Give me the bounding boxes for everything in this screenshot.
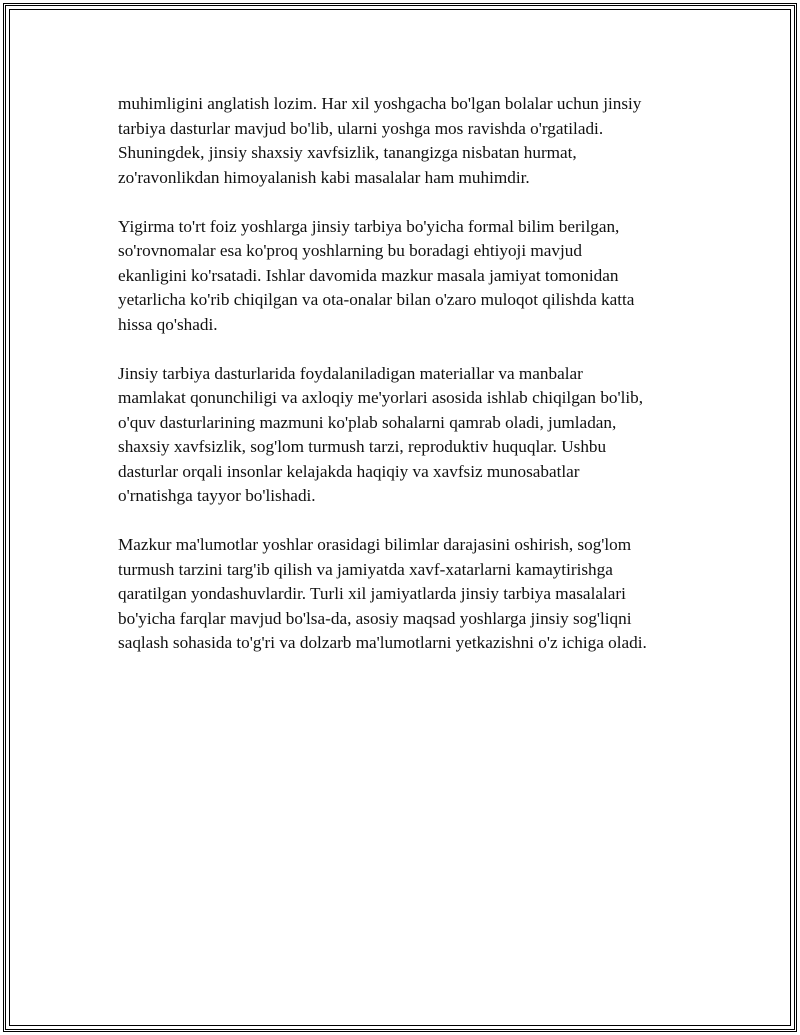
paragraph-line: qaratilgan yondashuvlardir. Turli xil jamiyatlarda jinsiy tarbiya masalalari	[118, 584, 626, 603]
paragraph-line: bo'yicha farqlar mavjud bo'lsa-da, asosiy maqsad yoshlarga jinsiy sog'liqni	[118, 608, 632, 628]
paragraph-line: o'rnatishga tayyor bo'lishadi.	[118, 486, 316, 505]
paragraph-line: shaxsiy xavfsizlik, sog'lom turmush tarzi, reproduktiv huquqlar. Ushbu	[118, 437, 607, 456]
paragraph-line: o'quv dasturlarining mazmuni ko'plab sohalarni qamrab oladi, jumladan,	[118, 412, 617, 432]
paragraph-4	[118, 533, 698, 656]
paragraph-line: yetarlicha ko'rib chiqilgan va ota-onalar bilan o'zaro muloqot qilishda katta	[118, 290, 635, 309]
paragraph-line: mamlakat qonunchiligi va axloqiy me'yorlari asosida ishlab chiqilgan bo'lib,	[118, 388, 644, 407]
paragraph-line: Jinsiy tarbiya dasturlarida foydalaniladigan materiallar va manbalar	[118, 363, 583, 383]
paragraph-line: hissa qo'shadi.	[118, 314, 218, 334]
paragraph-line: turmush tarzini targ'ib qilish va jamiyatda xavf-xatarlarni kamaytirishga	[118, 559, 613, 579]
paragraph-line: zo'ravonlikdan himoyalanish kabi masalalar ham muhimdir.	[118, 167, 530, 187]
paragraph-line: muhimligini anglatish lozim. Har xil yoshgacha bo'lgan bolalar uchun jinsiy	[118, 94, 642, 113]
paragraph-line: Yigirma to'rt foiz yoshlarga jinsiy tarbiya bo'yicha formal bilim berilgan,	[118, 216, 620, 236]
paragraph-1	[118, 92, 698, 190]
document-body	[118, 92, 698, 680]
paragraph-3	[118, 362, 698, 509]
paragraph-line: dasturlar orqali insonlar kelajakda haqiqiy va xavfsiz munosabatlar	[118, 461, 580, 481]
paragraph-line: saqlash sohasida to'g'ri va dolzarb ma'lumotlarni yetkazishni o'z ichiga oladi.	[118, 633, 647, 652]
paragraph-line: tarbiya dasturlar mavjud bo'lib, ularni yoshga mos ravishda o'rgatiladi.	[118, 118, 604, 138]
paragraph-line: ekanligini ko'rsatadi. Ishlar davomida mazkur masala jamiyat tomonidan	[118, 265, 619, 285]
paragraph-2	[118, 215, 698, 338]
paragraph-line: so'rovnomalar esa ko'proq yoshlarning bu boradagi ehtiyoji mavjud	[118, 241, 582, 260]
paragraph-line: Shuningdek, jinsiy shaxsiy xavfsizlik, tanangizga nisbatan hurmat,	[118, 143, 577, 162]
paragraph-line: Mazkur ma'lumotlar yoshlar orasidagi bilimlar darajasini oshirish, sog'lom	[118, 535, 632, 554]
